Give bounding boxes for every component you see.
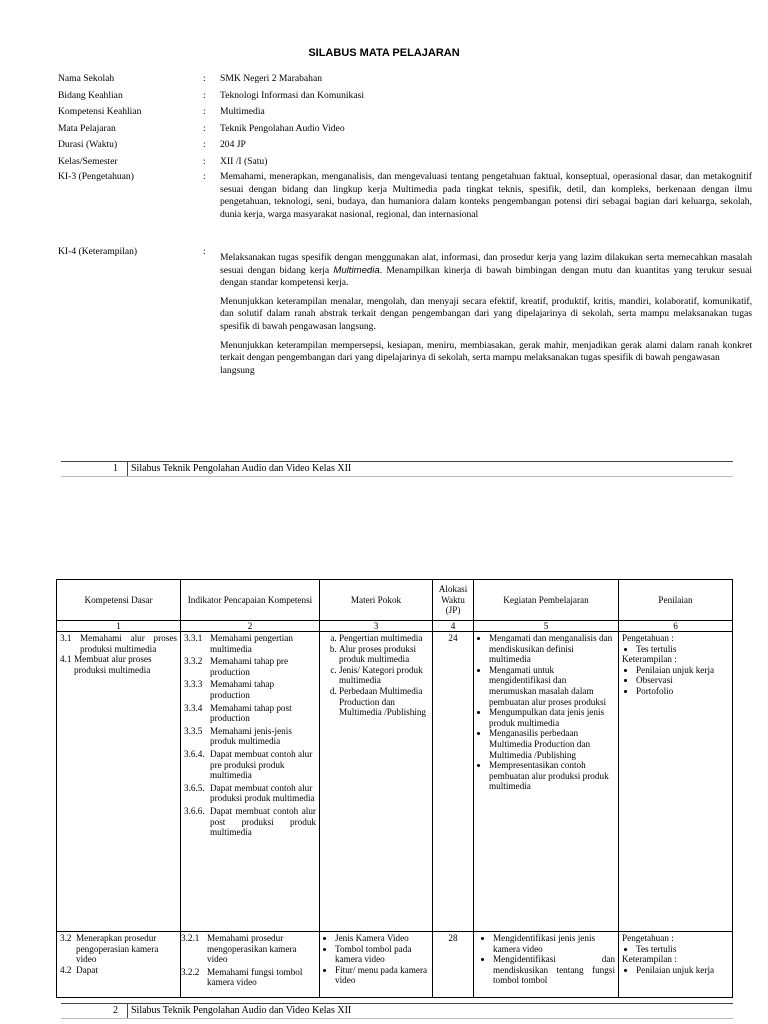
column-number: 6 — [619, 621, 733, 632]
identity-value: XII /I (Satu) — [220, 155, 268, 167]
table-header-row — [57, 580, 733, 621]
page-number: 1 — [113, 463, 118, 474]
colon: : — [203, 106, 206, 117]
colon: : — [203, 155, 206, 167]
identity-value: 204 JP — [220, 139, 246, 150]
penilaian-list — [622, 944, 729, 955]
list-item: • Mengumpulkan data jenis jenis produk multimedia — [489, 707, 615, 728]
header-kegiatan: Kegiatan Pembelajaran — [474, 580, 619, 621]
jp-cell: 28 — [433, 932, 474, 998]
jp-cell: 24 — [433, 632, 474, 932]
indicator-item: 3.6.4. Dapat membuat contoh alur pre produksi produk multimedia — [184, 748, 313, 781]
identity-row — [58, 123, 698, 136]
penilaian-list — [622, 665, 729, 697]
list-item: c. Jenis/ Kategori produk multimedia — [339, 665, 429, 686]
indicator-cell — [181, 632, 320, 932]
header-penilaian: Penilaian — [619, 580, 733, 621]
list-item: • Mengidentifikasi dan mendiskusikan tentang fungsi tombol tombol — [493, 954, 615, 986]
colon: : — [203, 89, 206, 101]
indicator-item: 3.6.5. Dapat membuat contoh alur produksi produk multimedia — [184, 782, 315, 804]
list-item: • Tes tertulis — [636, 944, 729, 955]
column-number: 4 — [433, 621, 474, 632]
kegiatan-cell — [474, 932, 619, 998]
penilaian-heading: Pengetahuan : — [622, 633, 674, 643]
materi-cell — [320, 632, 433, 932]
list-item: • Menganasilis perbedaan Multimedia Production dan Multimedia /Publishing — [489, 728, 615, 760]
page-footer — [61, 461, 733, 477]
identity-value: SMK Negeri 2 Marabahan — [220, 73, 323, 84]
ki4-paragraph-3: Menunjukkan keterampilan mempersepsi, kesiapan, meniru, membiasakan, gerak mahir, menjadikan gerak alami dalam ranah konkret terkait dengan pengembangan dari yang dipelajarinya di sekolah, serta mampu melaksanakan tugas spesifik di bawah pengawasan langsung — [220, 339, 752, 376]
ki4-text — [220, 252, 752, 377]
identity-row — [58, 156, 698, 169]
kd-cell — [57, 932, 181, 998]
identity-label: Bidang Keahlian — [58, 89, 123, 101]
identity-label: Durasi (Waktu) — [58, 139, 118, 150]
ki4-paragraph-1: Melaksanakan tugas spesifik dengan menggunakan alat, informasi, dan prosedur kerja yang lazim dilakukan serta memecahkan masalah sesuai dengan bidang kerja Multimedia. Menampilkan kinerja di bawah bimbingan dengan mutu dan kuantitas yang terukur sesuai dengan standar kompetensi kerja. — [220, 252, 752, 289]
indicator-item: 3.3.1 Memahami pengertian multimedia — [184, 633, 293, 654]
indicator-item: 3.3.4 Memahami tahap post production — [184, 702, 292, 724]
table-row — [57, 932, 733, 998]
header-alokasi-waktu: Alokasi Waktu (JP) — [433, 580, 474, 621]
kd-item: 3.1 Memahami alur proses produksi multimedia — [60, 633, 177, 654]
penilaian-cell — [619, 632, 733, 932]
column-number: 2 — [181, 621, 320, 632]
footer-divider — [127, 1004, 128, 1018]
ki4-label: KI-4 (Keterampilan) — [58, 246, 138, 257]
kegiatan-cell — [474, 632, 619, 932]
kd-item: 3.2 Menerapkan prosedur pengoperasian kamera video — [60, 933, 159, 965]
list-item: • Observasi — [636, 675, 729, 686]
colon: : — [203, 73, 206, 84]
identity-row — [58, 73, 698, 86]
list-item: • Fitur/ menu pada kamera video — [335, 965, 429, 986]
list-item: • Mempresentasikan contoh pembuatan alur produksi produk multimedia — [489, 760, 615, 792]
materi-list — [323, 633, 429, 718]
footer-divider — [127, 462, 128, 476]
list-item: • Penilaian unjuk kerja — [636, 965, 729, 976]
penilaian-heading: Pengetahuan : — [622, 933, 674, 943]
colon: : — [203, 139, 206, 150]
identity-row — [58, 106, 698, 119]
identity-row — [58, 90, 698, 103]
materi-list — [323, 933, 429, 986]
identity-value: Multimedia — [220, 106, 265, 117]
identity-row — [58, 139, 698, 152]
indicator-item: 3.2.1 Memahami prosedur mengoperasikan kamera video — [181, 933, 297, 965]
column-number: 1 — [57, 621, 181, 632]
kd-item: 4.2 Dapat — [60, 964, 98, 975]
list-item: • Jenis Kamera Video — [335, 933, 429, 944]
kd-item: 4.1 Membuat alur proses produksi multimedia — [60, 654, 152, 675]
kd-cell — [57, 632, 181, 932]
identity-value: Teknik Pengolahan Audio Video — [220, 122, 345, 134]
header-kompetensi-dasar: Kompetensi Dasar — [57, 580, 181, 621]
header-materi-pokok: Materi Pokok — [320, 580, 433, 621]
footer-text: Silabus Teknik Pengolahan Audio dan Video Kelas XII — [131, 463, 352, 474]
kegiatan-list — [477, 633, 615, 792]
indicator-item: 3.6.6. Dapat membuat contoh alur post produksi produk multimedia — [184, 805, 316, 838]
indicator-item: 3.3.5 Memahami jenis-jenis produk multimedia — [184, 725, 292, 747]
ki3-text: Memahami, menerapkan, menganalisis, dan mengevaluasi tentang pengetahuan faktual, konseptual, operasional dasar, dan metakognitif sesuai dengan bidang dan lingkup kerja Multimedia pada tingkat teknis, spesifik, detil, dan kompleks, berkenaan dengan ilmu pengetahuan, teknologi, seni, budaya, dan humaniora dalam konteks pengembangan potensi diri sebagai bagian dari keluarga, sekolah, dunia kerja, warga masyarakat nasional, regional, dan internasional — [220, 171, 752, 220]
list-item: d. Perbedaan Multimedia Production dan Multimedia /Publishing — [339, 686, 429, 718]
penilaian-heading: Keterampilan : — [622, 654, 677, 665]
column-number: 3 — [320, 621, 433, 632]
header-indikator: Indikator Pencapaian Kompetensi — [181, 580, 320, 621]
indicator-item: 3.3.3 Memahami tahap production — [184, 679, 275, 700]
indicator-item: 3.2.2 Memahami fungsi tombol kamera video — [181, 966, 303, 988]
penilaian-list — [622, 965, 729, 976]
materi-cell — [320, 932, 433, 998]
footer-text: Silabus Teknik Pengolahan Audio dan Video Kelas XII — [131, 1005, 352, 1016]
indicator-item: 3.3.2 Memahami tahap pre production — [184, 656, 289, 677]
list-item: a. Pengertian multimedia — [339, 633, 429, 644]
syllabus-table — [56, 579, 733, 998]
penilaian-cell — [619, 932, 733, 998]
identity-label: Kompetensi Keahlian — [58, 106, 142, 117]
identity-label: Kelas/Semester — [58, 155, 118, 167]
column-number-row — [57, 621, 733, 632]
list-item: b. Alur proses produksi produk multimedia — [339, 644, 429, 665]
list-item: • Tes tertulis — [636, 644, 729, 655]
page-number: 2 — [113, 1005, 118, 1016]
kegiatan-list — [477, 933, 615, 986]
list-item: • Penilaian unjuk kerja — [636, 665, 729, 676]
penilaian-list — [622, 644, 729, 655]
identity-label: Mata Pelajaran — [58, 122, 116, 134]
list-item: • Mengidentifikasi jenis jenis kamera video — [493, 933, 615, 954]
table-row — [57, 632, 733, 932]
colon: : — [203, 122, 206, 134]
page-title: SILABUS MATA PELAJARAN — [308, 47, 460, 59]
page-footer — [61, 1003, 733, 1019]
identity-value: Teknologi Informasi dan Komunikasi — [220, 89, 365, 101]
list-item: • Mengamati untuk mengidentifikasi dan merumuskan masalah dalam pembuatan alur proses produksi — [489, 665, 615, 707]
indicator-cell — [181, 932, 320, 998]
column-number: 5 — [474, 621, 619, 632]
ki3-label: KI-3 (Pengetahuan) — [58, 171, 134, 182]
colon: : — [203, 171, 206, 182]
penilaian-heading: Keterampilan : — [622, 954, 677, 965]
list-item: • Mengamati dan menganalisis dan mendiskusikan definisi multimedia — [489, 633, 615, 665]
identity-label: Nama Sekolah — [58, 73, 115, 84]
list-item: • Tombol tombol pada kamera video — [335, 944, 429, 965]
ki4-paragraph-2: Menunjukkan keterampilan menalar, mengolah, dan menyaji secara efektif, kreatif, produktif, kritis, mandiri, kolaboratif, komunikatif, dan solutif dalam ranah abstrak terkait dengan pengembangan dari yang dipelajarinya di sekolah, serta mampu melaksanakan tugas spesifik di bawah pengawasan langsung. — [220, 295, 752, 332]
colon: : — [203, 246, 206, 257]
list-item: • Portofolio — [636, 686, 729, 697]
